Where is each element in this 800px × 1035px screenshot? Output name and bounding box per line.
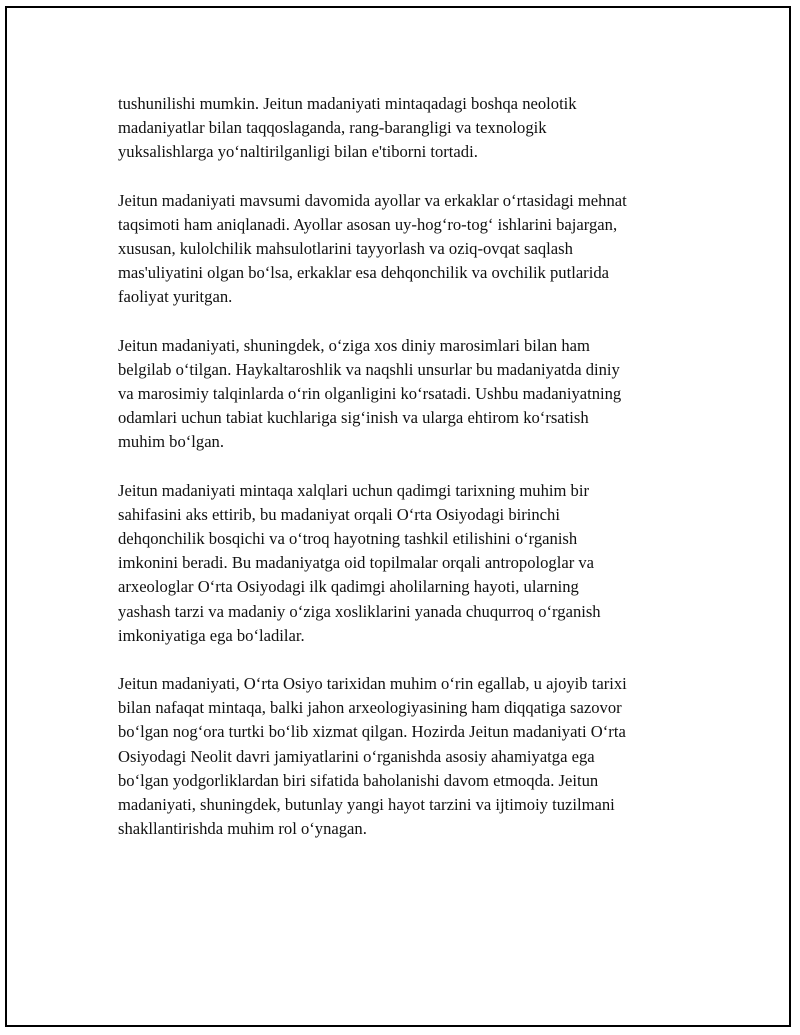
text-line: belgilab o‘tilgan. Haykaltaroshlik va naqshli unsurlar bu madaniyatda diniy xyxy=(118,359,620,379)
text-line: yashash tarzi va madaniy o‘ziga xosliklarini yanada chuqurroq o‘rganish xyxy=(118,601,601,621)
paragraph-5 xyxy=(118,672,708,841)
text-line: mas'uliyatini olgan bo‘lsa, erkaklar esa dehqonchilik va ovchilik putlarida xyxy=(118,263,609,283)
paragraph-1 xyxy=(118,92,708,165)
text-line: Jeitun madaniyati, shuningdek, o‘ziga xos diniy marosimlari bilan ham xyxy=(118,335,590,355)
text-line: imkonini beradi. Bu madaniyatga oid topilmalar orqali antropologlar va xyxy=(118,553,595,573)
paragraph-3 xyxy=(118,334,708,455)
text-line: xususan, kulolchilik mahsulotlarini tayyorlash va oziq-ovqat saqlash xyxy=(118,239,573,259)
text-line: Osiyodagi Neolit davri jamiyatlarini o‘rganishda asosiy ahamiyatga ega xyxy=(118,746,595,766)
text-line: faoliyat yuritgan. xyxy=(118,287,233,307)
text-line: bo‘lgan nog‘ora turtki bo‘lib xizmat qilgan. Hozirda Jeitun madaniyati O‘rta xyxy=(118,722,626,742)
text-line: imkoniyatiga ega bo‘ladilar. xyxy=(118,625,305,645)
text-line: madaniyatlar bilan taqqoslaganda, rang-barangligi va texnologik xyxy=(118,118,547,138)
text-line: bilan nafaqat mintaqa, balki jahon arxeologiyasining ham diqqatiga sazovor xyxy=(118,698,622,718)
text-line: Jeitun madaniyati mavsumi davomida ayollar va erkaklar o‘rtasidagi mehnat xyxy=(118,190,627,210)
text-line: Jeitun madaniyati, O‘rta Osiyo tarixidan muhim o‘rin egallab, u ajoyib tarixi xyxy=(118,674,627,694)
document-body xyxy=(118,92,708,865)
text-line: taqsimoti ham aniqlanadi. Ayollar asosan uy-hog‘ro-tog‘ ishlarini bajargan, xyxy=(118,214,618,234)
text-line: odamlari uchun tabiat kuchlariga sig‘inish va ularga ehtirom ko‘rsatish xyxy=(118,408,589,428)
text-line: yuksalishlarga yo‘naltirilganligi bilan e'tiborni tortadi. xyxy=(118,142,478,162)
text-line: muhim bo‘lgan. xyxy=(118,432,225,452)
text-line: va marosimiy talqinlarda o‘rin olganligini ko‘rsatadi. Ushbu madaniyatning xyxy=(118,384,622,404)
text-line: shakllantirishda muhim rol o‘ynagan. xyxy=(118,819,367,839)
text-line: Jeitun madaniyati mintaqa xalqlari uchun qadimgi tarixning muhim bir xyxy=(118,480,589,500)
text-line: bo‘lgan yodgorliklardan biri sifatida baholanishi davom etmoqda. Jeitun xyxy=(118,770,599,790)
paragraph-2 xyxy=(118,189,708,310)
text-line: arxeologlar O‘rta Osiyodagi ilk qadimgi aholilarning hayoti, ularning xyxy=(118,577,579,597)
text-line: tushunilishi mumkin. Jeitun madaniyati mintaqadagi boshqa neolotik xyxy=(118,94,577,113)
text-line: sahifasini aks ettirib, bu madaniyat orqali O‘rta Osiyodagi birinchi xyxy=(118,504,560,524)
paragraph-4 xyxy=(118,479,708,648)
text-line: madaniyati, shuningdek, butunlay yangi hayot tarzini va ijtimoiy tuzilmani xyxy=(118,795,615,815)
text-line: dehqonchilik bosqichi va o‘troq hayotning tashkil etilishini o‘rganish xyxy=(118,529,578,549)
